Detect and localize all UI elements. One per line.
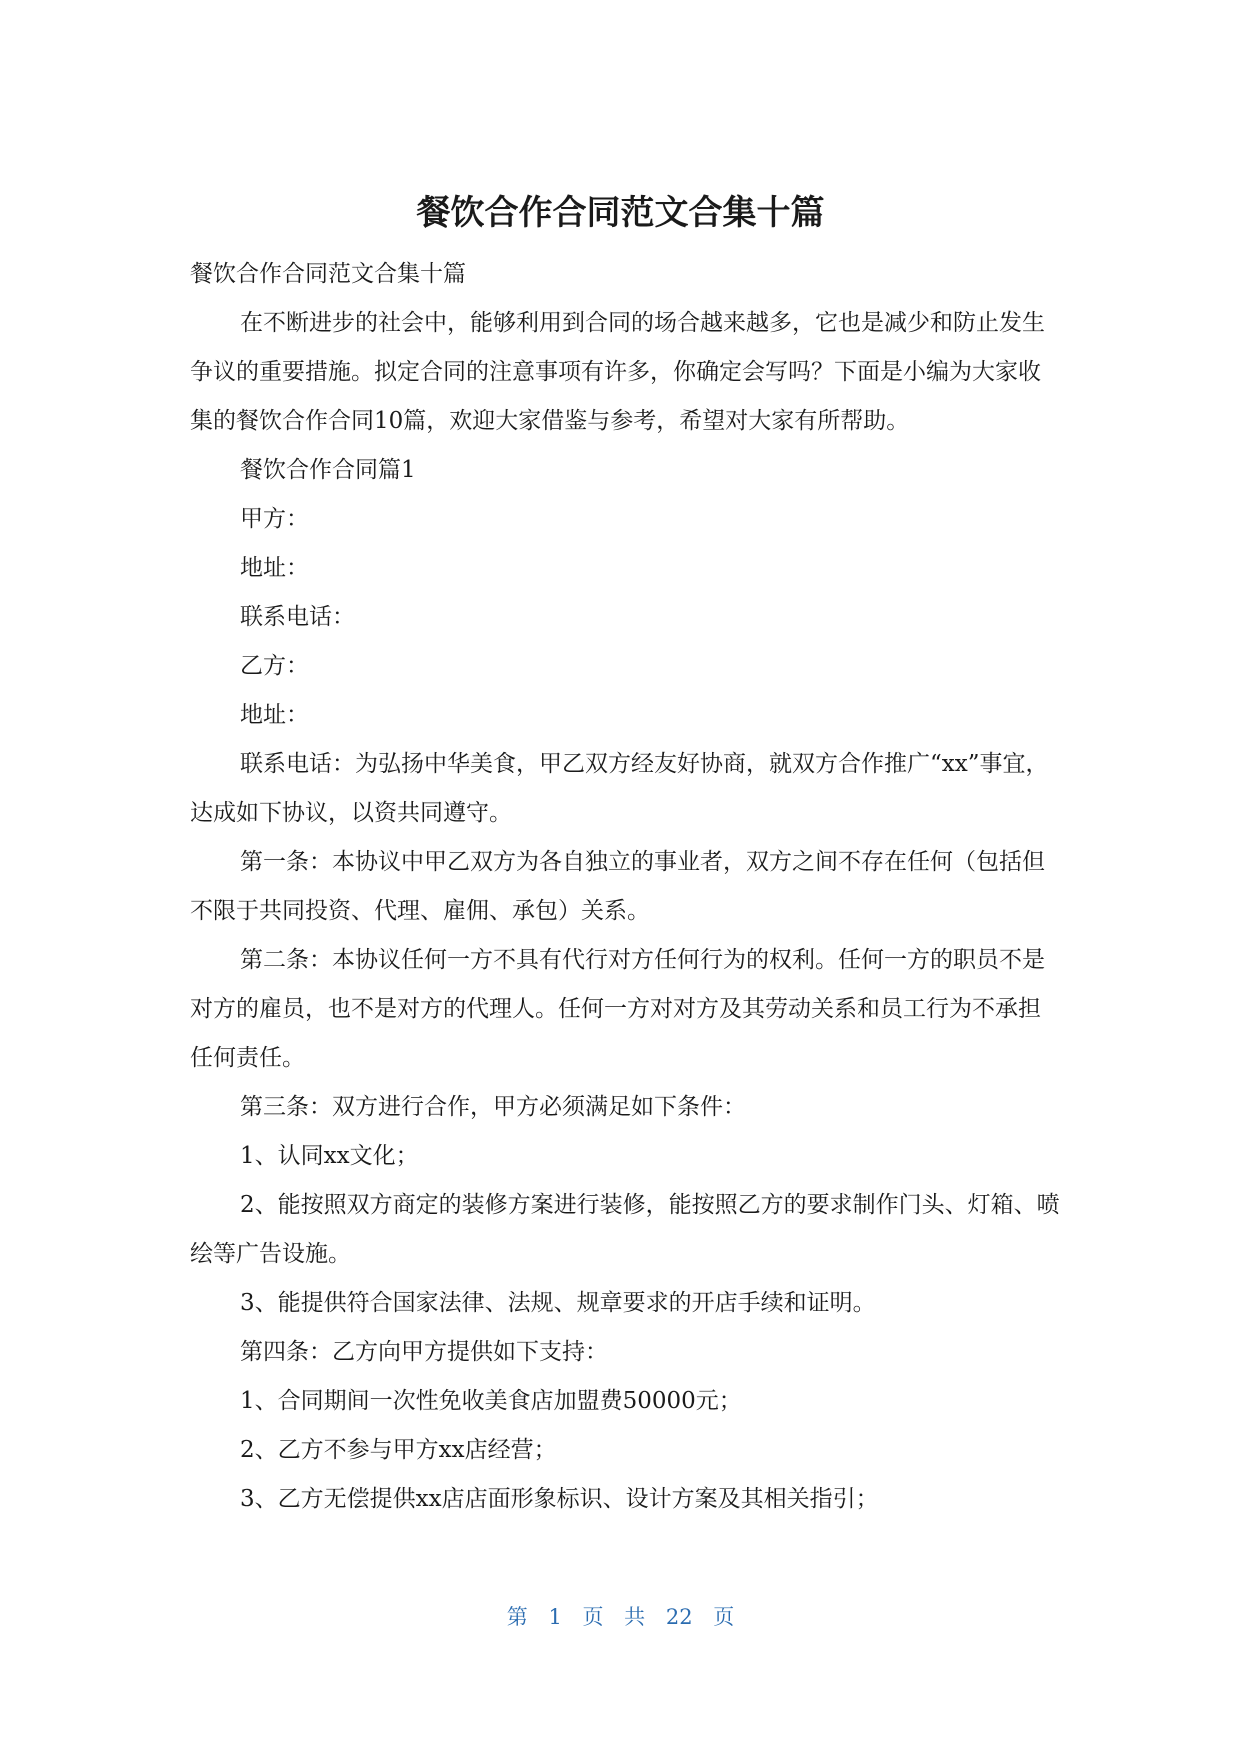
paragraph: 3、能提供符合国家法律、法规、规章要求的开店手续和证明。 bbox=[240, 1290, 876, 1316]
paragraph: 2、能按照双方商定的装修方案进行装修，能按照乙方的要求制作门头、灯箱、喷绘等广告设施。 bbox=[190, 1192, 1060, 1267]
page-number-footer: 第 1 页 共 22 页 bbox=[506, 1605, 735, 1629]
paragraph: 餐饮合作合同范文合集十篇 bbox=[190, 261, 466, 287]
paragraph: 2、乙方不参与甲方xx店经营； bbox=[240, 1437, 557, 1463]
paragraph: 在不断进步的社会中，能够利用到合同的场合越来越多，它也是减少和防止发生争议的重要措施。拟定合同的注意事项有许多，你确定会写吗？下面是小编为大家收集的餐饮合作合同10篇，欢迎大家借鉴与参考，希望对大家有所帮助。 bbox=[190, 310, 1045, 434]
paragraph: 联系电话： bbox=[240, 604, 355, 630]
paragraph: 第三条：双方进行合作，甲方必须满足如下条件： bbox=[240, 1094, 746, 1120]
document-title: 餐饮合作合同范文合集十篇 bbox=[416, 193, 825, 233]
paragraph: 甲方： bbox=[240, 506, 309, 532]
paragraph: 地址： bbox=[240, 555, 309, 581]
paragraph: 1、合同期间一次性免收美食店加盟费50000元； bbox=[240, 1388, 742, 1414]
paragraph: 乙方： bbox=[240, 653, 309, 679]
section-heading: 餐饮合作合同篇1 bbox=[240, 457, 416, 483]
paragraph: 第四条：乙方向甲方提供如下支持： bbox=[240, 1339, 608, 1365]
document-body bbox=[190, 250, 1060, 1524]
paragraph: 第二条：本协议任何一方不具有代行对方任何行为的权利。任何一方的职员不是对方的雇员，也不是对方的代理人。任何一方对对方及其劳动关系和员工行为不承担任何责任。 bbox=[190, 947, 1045, 1071]
paragraph: 3、乙方无偿提供xx店店面形象标识、设计方案及其相关指引； bbox=[240, 1486, 879, 1512]
paragraph: 1、认同xx文化； bbox=[240, 1143, 419, 1169]
paragraph: 联系电话：为弘扬中华美食，甲乙双方经友好协商，就双方合作推广“xx”事宜，达成如下协议，以资共同遵守。 bbox=[190, 751, 1049, 826]
paragraph: 地址： bbox=[240, 702, 309, 728]
paragraph: 第一条：本协议中甲乙双方为各自独立的事业者，双方之间不存在任何（包括但不限于共同投资、代理、雇佣、承包）关系。 bbox=[190, 849, 1045, 924]
